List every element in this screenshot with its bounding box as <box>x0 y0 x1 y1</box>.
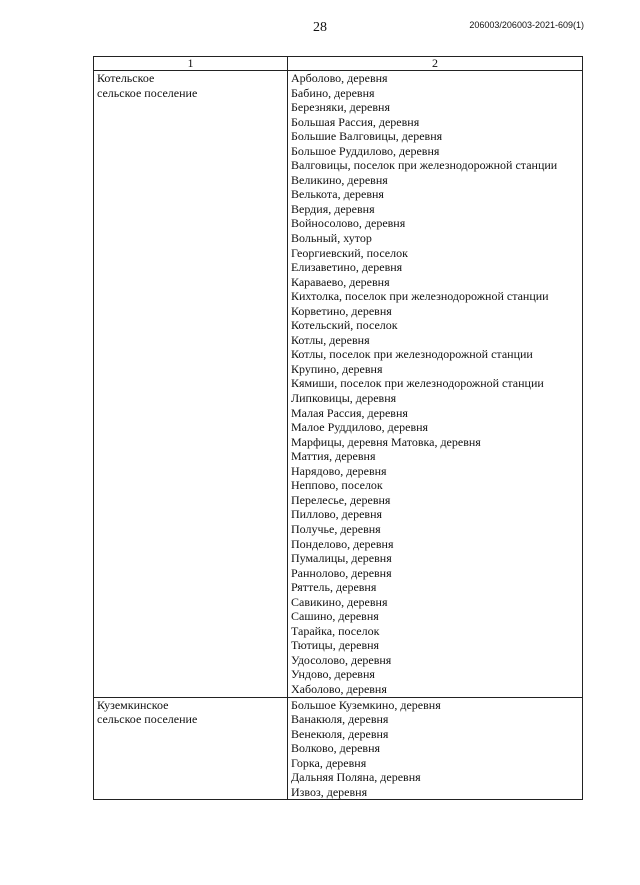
list-item: Раннолово, деревня <box>291 565 392 580</box>
table-header-row <box>94 57 583 71</box>
list-item: Дальняя Поляна, деревня <box>291 770 421 785</box>
list-item: Пиллово, деревня <box>291 507 383 522</box>
list-item: Большое Куземкино, деревня <box>291 697 441 712</box>
document-code: 206003/206003-2021-609(1) <box>469 20 584 30</box>
list-item: Тарайка, поселок <box>291 623 380 638</box>
column-header-2: 2 <box>288 57 583 71</box>
list-item: Велькота, деревня <box>291 187 384 202</box>
list-item: Хаболово, деревня <box>291 681 387 696</box>
list-item: Понделово, деревня <box>291 536 394 551</box>
list-item: Войносолово, деревня <box>291 216 406 231</box>
list-item: Караваево, деревня <box>291 274 390 289</box>
settlements-table <box>93 56 583 800</box>
table-row <box>94 697 583 800</box>
list-item: Получье, деревня <box>291 521 381 536</box>
settlements-cell <box>288 697 583 800</box>
list-item: Вердия, деревня <box>291 201 375 216</box>
list-item: Перелесье, деревня <box>291 492 391 507</box>
list-item: Георгиевский, поселок <box>291 245 408 260</box>
settlements-cell <box>288 71 583 698</box>
list-item: Нарядово, деревня <box>291 463 387 478</box>
list-item: Малое Руддилово, деревня <box>291 420 429 435</box>
municipality-name-line: Котельское <box>97 71 155 85</box>
list-item: Неппово, поселок <box>291 478 383 493</box>
list-item: Маттия, деревня <box>291 449 376 464</box>
list-item: Горка, деревня <box>291 755 367 770</box>
list-item: Большое Руддилово, деревня <box>291 143 440 158</box>
list-item: Марфицы, деревня Матовка, деревня <box>291 434 481 449</box>
list-item: Тютицы, деревня <box>291 638 380 653</box>
list-item: Ванакюля, деревня <box>291 712 389 727</box>
page-number: 28 <box>313 20 327 35</box>
list-item: Сашино, деревня <box>291 609 379 624</box>
list-item: Кямиши, поселок при железнодорожной станции <box>291 376 544 391</box>
list-item: Пумалицы, деревня <box>291 551 392 566</box>
list-item: Липковицы, деревня <box>291 391 397 406</box>
municipality-name-line: сельское поселение <box>97 85 198 100</box>
list-item: Волково, деревня <box>291 741 381 756</box>
list-item: Кихтолка, поселок при железнодорожной станции <box>291 289 549 304</box>
table-body <box>94 71 583 800</box>
column-header-1: 1 <box>94 57 288 71</box>
municipality-name-line: сельское поселение <box>97 712 198 727</box>
municipality-name-line: Куземкинское <box>97 697 169 712</box>
list-item: Большие Валговицы, деревня <box>291 129 443 144</box>
list-item: Венекюля, деревня <box>291 726 389 741</box>
list-item: Удосолово, деревня <box>291 652 392 667</box>
list-item: Крупино, деревня <box>291 361 383 376</box>
list-item: Великино, деревня <box>291 172 388 187</box>
list-item: Котлы, поселок при железнодорожной станции <box>291 347 533 362</box>
list-item: Вольный, хутор <box>291 231 372 246</box>
list-item: Корветино, деревня <box>291 303 392 318</box>
list-item: Савикино, деревня <box>291 594 388 609</box>
list-item: Арболово, деревня <box>291 71 388 85</box>
list-item: Котлы, деревня <box>291 332 370 347</box>
list-item: Котельский, поселок <box>291 318 398 333</box>
list-item: Елизаветино, деревня <box>291 260 403 275</box>
municipality-cell <box>94 71 288 698</box>
list-item: Бабино, деревня <box>291 85 375 100</box>
list-item: Валговицы, поселок при железнодорожной станции <box>291 158 558 173</box>
table-row <box>94 71 583 698</box>
list-item: Большая Рассия, деревня <box>291 114 420 129</box>
list-item: Малая Рассия, деревня <box>291 405 408 420</box>
list-item: Ряттель, деревня <box>291 580 377 595</box>
municipality-cell <box>94 697 288 800</box>
list-item: Березняки, деревня <box>291 100 390 115</box>
list-item: Извоз, деревня <box>291 784 368 799</box>
list-item: Ундово, деревня <box>291 667 375 682</box>
